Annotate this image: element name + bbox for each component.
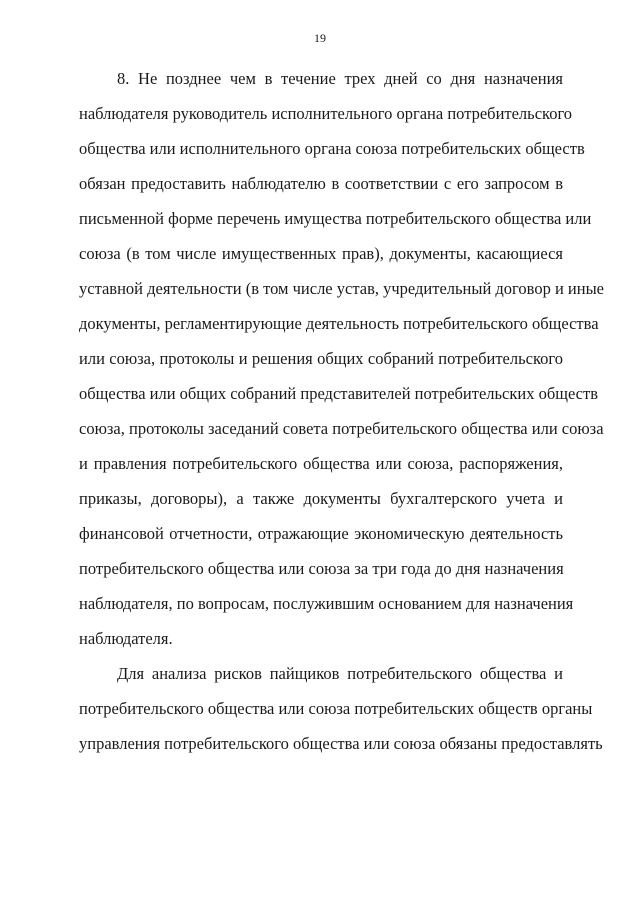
text-line: наблюдателя, по вопросам, послужившим основанием для назначения	[79, 594, 574, 613]
text-line: или союза, протоколы и решения общих собраний потребительского	[79, 349, 563, 368]
text-line: документы, регламентирующие деятельность потребительского общества	[79, 314, 599, 333]
text-line: общества или общих собраний представителей потребительских обществ	[79, 384, 599, 403]
text-line: общества или исполнительного органа союза потребительских обществ	[79, 139, 585, 158]
text-line: приказы, договоры), а также документы бухгалтерского учета и	[79, 489, 563, 508]
text-line: 8. Не позднее чем в течение трех дней со дня назначения	[117, 69, 563, 88]
text-line: управления потребительского общества или союза обязаны предоставлять	[79, 734, 603, 753]
text-line: финансовой отчетности, отражающие экономическую деятельность	[79, 524, 563, 543]
text-line: наблюдателя.	[79, 629, 173, 648]
text-line: обязан предоставить наблюдателю в соответствии с его запросом в	[79, 174, 563, 193]
text-line: союза, протоколы заседаний совета потребительского общества или союза	[79, 419, 604, 438]
text-line: Для анализа рисков пайщиков потребительского общества и	[117, 664, 563, 683]
text-line: уставной деятельности (в том числе устав, учредительный договор и иные	[79, 279, 604, 298]
text-line: письменной форме перечень имущества потребительского общества или	[79, 209, 592, 228]
text-line: потребительского общества или союза за три года до дня назначения	[79, 559, 564, 578]
text-line: и правления потребительского общества или союза, распоряжения,	[79, 454, 563, 473]
text-line: потребительского общества или союза потребительских обществ органы	[79, 699, 593, 718]
text-line: наблюдателя руководитель исполнительного органа потребительского	[79, 104, 573, 123]
page-number: 19	[314, 31, 326, 45]
text-line: союза (в том числе имущественных прав), документы, касающиеся	[79, 244, 563, 263]
